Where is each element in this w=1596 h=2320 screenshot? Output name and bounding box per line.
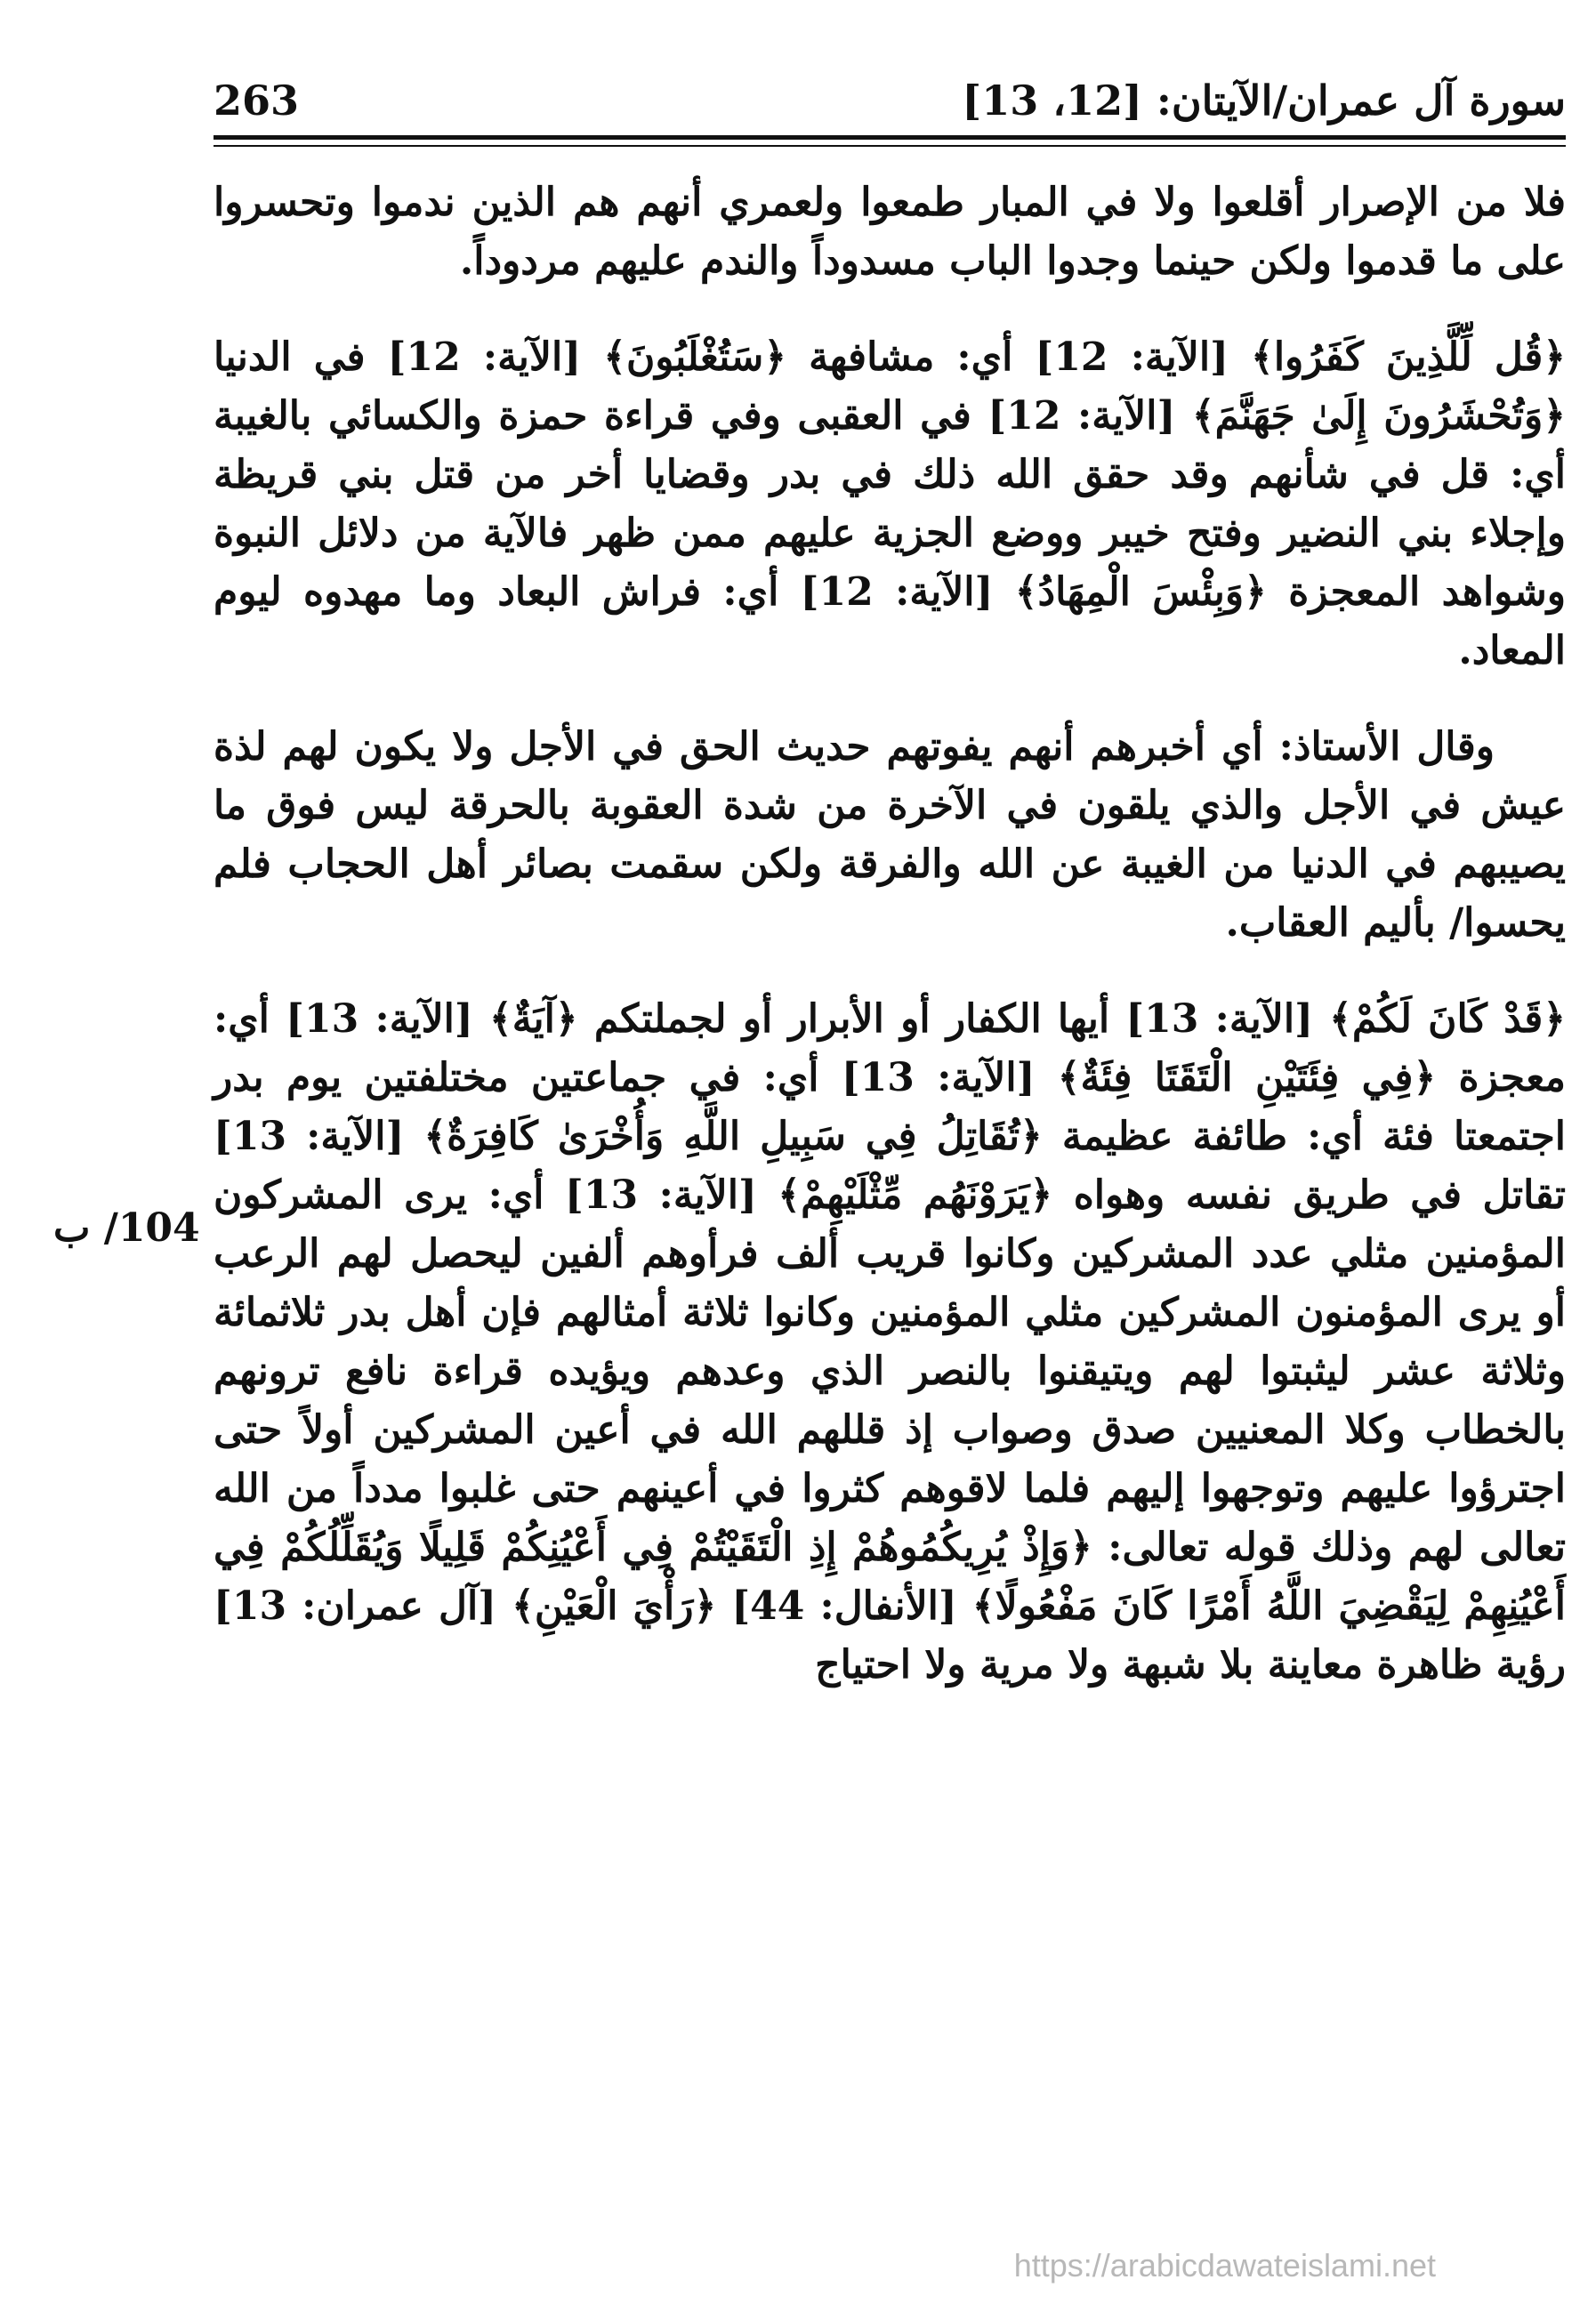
paragraph-2: ﴿قُل لِّلَّذِينَ كَفَرُوا﴾ [الآية: 12] أي: مشافهة ﴿سَتُغْلَبُونَ﴾ [الآية: 12] في الدنيا ﴿وَتُحْشَرُونَ إِلَىٰ جَهَنَّمَ﴾ [الآية: 12] في العقبى وفي قراءة حمزة والكسائي بالغيبة أي: قل في شأنهم وقد حقق الله ذلك في بدر وقضايا أخر من قتل بني قريظة وإجلاء بني النضير وفتح خيبر ووضع الجزية عليهم ممن ظهر فالآية من دلائل النبوة وشواهد المعجزة ﴿وَبِئْسَ الْمِهَادُ﴾ [الآية: 12] أي: فراش البعاد وما مهدوه ليوم المعاد. — [214, 334, 1567, 673]
paragraph-4: ﴿قَدْ كَانَ لَكُمْ﴾ [الآية: 13] أيها الكفار أو الأبرار أو لجملتكم ﴿آيَةٌ﴾ [الآية: 13] أي: معجزة ﴿فِي فِئَتَيْنِ الْتَقَتَا فِئَةٌ﴾ [الآية: 13] أي: في جماعتين مختلفتين يوم بدر اجتمعتا فئة أي: طائفة عظيمة ﴿تُقَاتِلُ فِي سَبِيلِ اللَّهِ وَأُخْرَىٰ كَافِرَةٌ﴾ [الآية: 13] تقاتل في طريق نفسه وهواه ﴿يَرَوْنَهُم مِّثْلَيْهِمْ﴾ [الآية: 13] أي: يرى المشركون المؤمنين مثلي عدد المشركين وكانوا قريب ألف فرأوهم ألفين ليحصل لهم الرعب أو يرى المؤمنون المشركين مثلي المؤمنين وكانوا ثلاثة أمثالهم فإن أهل بدر ثلاثمائة وثلاثة عشر ليثبتوا لهم ويتيقنوا بالنصر الذي وعدهم ويؤيده قراءة نافع ترونهم بالخطاب وكلا المعنيين صدق وصواب إذ قللهم الله في أعين المشركين أولاً حتى اجترؤوا عليهم وتوجهوا إليهم فلما لاقوهم كثروا في أعينهم حتى غلبوا مدداً من الله تعالى لهم وذلك قوله تعالى: ﴿وَإِذْ يُرِيكُمُوهُمْ إِذِ الْتَقَيْتُمْ فِي أَعْيُنِكُمْ قَلِيلًا وَيُقَلِّلُكُمْ فِي أَعْيُنِهِمْ لِيَقْضِيَ اللَّهُ أَمْرًا كَانَ مَفْعُولًا﴾ [الأنفال: 44] ﴿رَأْيَ الْعَيْنِ﴾ [آل عمران: 13] رؤية ظاهرة معاينة بلا شبهة ولا مرية ولا احتياج — [214, 996, 1567, 1688]
page-header — [214, 69, 1566, 141]
header-rule-thick — [214, 135, 1566, 140]
watermark-url: https://arabicdawateislami.net — [1013, 2247, 1436, 2284]
paragraph-1: فلا من الإصرار أقلعوا ولا في المبار طمعوا ولعمري أنهم هم الذين ندموا وتحسروا على ما قدموا ولكن حينما وجدوا الباب مسدوداً والندم عليهم مردوداً. — [214, 180, 1566, 284]
header-rule-thin — [214, 145, 1566, 147]
body-text — [214, 173, 1566, 1732]
manuscript-folio-note: 104/ ب — [53, 1205, 200, 1251]
page-number: 263 — [214, 77, 300, 125]
paragraph-3: وقال الأستاذ: أي أخبرهم أنهم يفوتهم حديث الحق في الأجل ولا يكون لهم لذة عيش في الأجل والذي يلقون في الآخرة من شدة العقوبة بالحرقة ليس فوق ما يصيبهم في الدنيا من الغيبة عن الله والفرقة ولكن سقمت بصائر أهل الحجاب فلم يحسوا/ بأليم العقاب. — [214, 724, 1567, 946]
running-title: سورة آل عمران/الآيتان: [12، 13] — [962, 77, 1566, 125]
